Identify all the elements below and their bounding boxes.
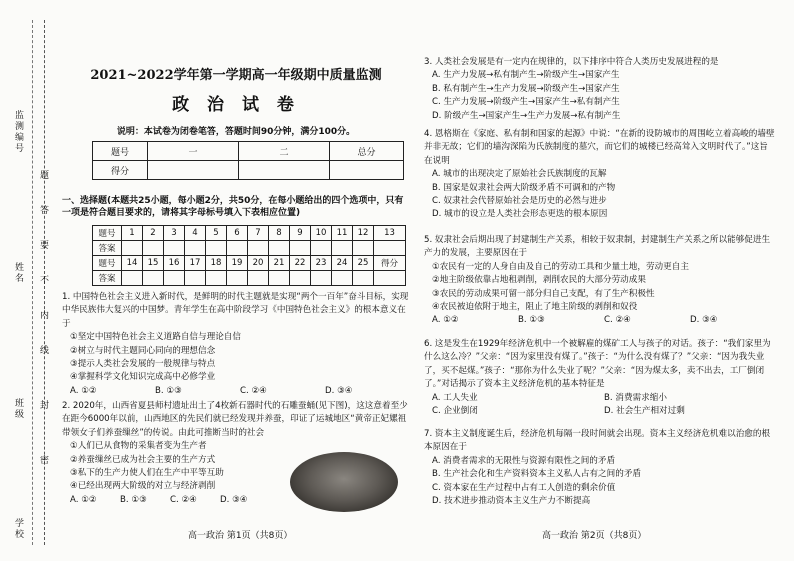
seal-word: 答 — [38, 205, 48, 222]
question-item: ④掌握科学文化知识完成高中必修学业 — [70, 372, 216, 383]
option: D. 城市的设立是人类社会形态更迭的根本原因 — [432, 209, 608, 220]
answer-cell: 5 — [206, 226, 227, 241]
option: C. ②④ — [170, 494, 197, 505]
answer-row-label: 题号 — [93, 226, 122, 241]
answer-row-label: 答案 — [93, 241, 122, 256]
binding-margin — [0, 0, 58, 561]
silkworm-stone-photo — [290, 452, 398, 512]
score-cell: 二 — [239, 142, 330, 161]
question-stem: 5. 奴隶社会后期出现了封建制生产关系，相较于奴隶制，封建制生产关系之所以能够促进生产力的发展，主要原因在于 — [424, 235, 771, 259]
answer-cell — [185, 241, 206, 256]
option: C. 生产力发展→阶级产生→国家产生→私有制产生 — [432, 97, 620, 108]
seal-word: 密 — [38, 455, 48, 472]
option: C. ②④ — [240, 385, 267, 396]
answer-cell — [164, 241, 185, 256]
answer-cell — [290, 241, 311, 256]
option: C. ②④ — [604, 315, 631, 326]
answer-cell: 13 — [374, 226, 406, 241]
binding-field-id: 监测编号 — [13, 110, 23, 154]
option: C. 奴隶社会代替原始社会是历史的必然与进步 — [432, 196, 607, 207]
question-item: ②树立与时代主题同心同向的理想信念 — [70, 345, 216, 356]
question-options — [424, 392, 776, 405]
answer-cell: 6 — [227, 226, 248, 241]
question-item: ③提示人类社会发展的一般规律与特点 — [70, 359, 216, 370]
question-item: ④已经出现两大阶级的对立与经济剥削 — [70, 481, 216, 492]
answer-cell: 8 — [269, 226, 290, 241]
answer-cell — [311, 241, 332, 256]
option: D. 技术进步推动资本主义生产力不断提高 — [432, 496, 591, 507]
option: B. 私有制产生→生产力发展→阶级产生→国家产生 — [432, 83, 620, 94]
question-stem: 3. 人类社会发展是有一定内在规律的，以下排序中符合人类历史发展进程的是 — [424, 57, 719, 67]
answer-cell: 12 — [353, 226, 374, 241]
option: B. ①③ — [518, 315, 545, 326]
seal-word: 封 — [38, 400, 48, 417]
score-cell: 一 — [148, 142, 239, 161]
answer-cell: 1 — [122, 226, 143, 241]
question-item: ①坚定中国特色社会主义道路自信与理论自信 — [70, 332, 241, 343]
binding-field-school: 学校 — [13, 518, 23, 540]
option: B. 消费需求缩小 — [604, 392, 667, 403]
answer-cell — [248, 241, 269, 256]
answer-cell — [164, 271, 185, 286]
answer-cell — [332, 271, 353, 286]
score-table — [92, 141, 404, 180]
answer-cell — [353, 271, 374, 286]
option: A. 工人失业 — [432, 392, 478, 403]
question-stem: 2. 2020年，山西省夏县师村遗址出土了4枚新石器时代的石雕蚕蛹(见下图)，这这意着至少在距今6000年以前，山西地区的先民们就已经发现并养蚕，印证了运城地区“黄帝正妃嫘祖带领女子们养蚕缫丝”的传说。由此可推断当时的社会 — [62, 401, 408, 438]
seal-line-inner — [32, 20, 33, 545]
answer-cell — [269, 241, 290, 256]
score-cell: 题号 — [93, 142, 148, 161]
option: A. 生产力发展→私有制产生→阶级产生→国家产生 — [432, 70, 620, 81]
option: D. ③④ — [690, 315, 718, 326]
answer-cell — [248, 271, 269, 286]
question-7 — [424, 428, 776, 508]
question-item: ②地主阶级依靠占地租剥削，剥削农民的大部分劳动成果 — [432, 275, 646, 286]
answer-cell — [227, 271, 248, 286]
right-page — [424, 0, 776, 561]
answer-cell: 20 — [248, 256, 269, 271]
answer-cell: 得分 — [374, 256, 406, 271]
question-6 — [424, 338, 776, 418]
seal-word: 要 — [38, 240, 48, 257]
answer-cell — [353, 241, 374, 256]
binding-field-class: 班级 — [13, 398, 23, 420]
answer-cell: 24 — [332, 256, 353, 271]
answer-cell: 18 — [206, 256, 227, 271]
answer-row-label: 答案 — [93, 271, 122, 286]
answer-cell — [374, 241, 406, 256]
answer-cell — [122, 241, 143, 256]
question-item: ③私下的生产力使人们在生产中平等互助 — [70, 468, 224, 479]
option: C. 企业倒闭 — [432, 406, 478, 417]
answer-cell — [332, 241, 353, 256]
answer-cell: 4 — [185, 226, 206, 241]
option: A. 城市的出现决定了原始社会氏族制度的瓦解 — [432, 169, 607, 180]
option: A. ①② — [70, 494, 97, 505]
subject-title: 政 治 试 卷 — [172, 95, 300, 115]
answer-table — [92, 225, 406, 286]
score-input-cell — [330, 161, 404, 180]
seal-word: 不 — [38, 275, 48, 292]
answer-cell — [290, 271, 311, 286]
question-options — [62, 494, 270, 507]
answer-cell — [269, 271, 290, 286]
answer-cell: 16 — [164, 256, 185, 271]
answer-cell: 10 — [311, 226, 332, 241]
exam-title: 2021~2022学年第一学期高一年级期中质量监测 — [90, 68, 382, 83]
question-item: ②养蚕缫丝已成为社会主要的生产方式 — [70, 454, 216, 465]
answer-cell — [227, 241, 248, 256]
question-item: ①人们已从食物的采集者变为生产者 — [70, 441, 207, 452]
option: A. 消费者需求的无限性与资源有限性之间的矛盾 — [432, 455, 616, 466]
option: D. ③④ — [220, 494, 248, 505]
seal-word: 内 — [38, 310, 48, 327]
answer-cell: 21 — [269, 256, 290, 271]
score-cell: 总分 — [330, 142, 404, 161]
answer-cell: 3 — [164, 226, 185, 241]
option: D. ③④ — [325, 385, 353, 396]
answer-cell — [185, 271, 206, 286]
question-stem: 6. 这是发生在1929年经济危机中一个被解雇的煤矿工人与孩子的对话。孩子：“我们家里为什么这么冷？”父亲：“因为家里没有煤了。”孩子：“为什么没有煤了？”父亲：“因为我失业了，买不起煤。”孩子：“那你为什么失业了呢？”父亲：“因为煤太多，卖不出去，工厂倒闭了。”对话揭示了资本主义经济危机的基本特征是 — [424, 339, 771, 390]
option: B. ①③ — [120, 494, 147, 505]
page-footer: 高一政治 第2页（共8页） — [542, 531, 647, 541]
answer-cell: 19 — [227, 256, 248, 271]
option: D. 阶级产生→国家产生→生产力发展→私有制产生 — [432, 110, 621, 121]
seal-word: 线 — [38, 345, 48, 362]
answer-cell: 17 — [185, 256, 206, 271]
answer-cell: 25 — [353, 256, 374, 271]
score-input-cell — [148, 161, 239, 180]
score-input-cell — [239, 161, 330, 180]
question-item: ③农民的劳动成果可留一部分归自己支配，有了生产积极性 — [432, 288, 655, 299]
score-cell: 得分 — [93, 161, 148, 180]
question-3 — [424, 56, 776, 123]
answer-cell — [122, 271, 143, 286]
question-options — [62, 385, 410, 398]
question-4 — [424, 128, 776, 222]
answer-cell: 14 — [122, 256, 143, 271]
answer-cell: 11 — [332, 226, 353, 241]
option: B. ①③ — [155, 385, 182, 396]
answer-cell: 2 — [143, 226, 164, 241]
question-item: ④农民被迫依附于地主，阻止了地主阶级的剥削和奴役 — [432, 302, 638, 313]
option: A. ①② — [432, 315, 459, 326]
answer-cell: 7 — [248, 226, 269, 241]
answer-cell — [143, 271, 164, 286]
question-stem: 1. 中国特色社会主义进入新时代，是鲜明的时代主题就是实现“两个一百年”奋斗目标，实现中华民族伟大复兴的中国梦。青年学生在高中阶段学习《中国特色社会主义》的根本意义在于 — [62, 292, 409, 329]
question-5 — [424, 234, 776, 328]
question-options — [424, 405, 776, 418]
answer-cell: 23 — [311, 256, 332, 271]
option: A. ①② — [70, 385, 97, 396]
exam-note: 说明：本试卷为闭卷笔答，答题时间90分钟，满分100分。 — [116, 127, 356, 137]
section-title: 一、选择题(本题共25小题，每小题2分，共50分，在每小题给出的四个选项中，只有一项是符合题目要求的，请将其字母标号填入下表相应位置) — [62, 196, 404, 218]
question-stem: 7. 资本主义制度诞生后，经济危机每隔一段时间就会出现。资本主义经济危机难以治愈的根本原因在于 — [424, 429, 771, 453]
answer-cell — [311, 271, 332, 286]
answer-cell — [206, 241, 227, 256]
answer-cell: 22 — [290, 256, 311, 271]
answer-row-label: 题号 — [93, 256, 122, 271]
question-item: ①农民有一定的人身自由及自己的劳动工具和少量土地，劳动更自主 — [432, 261, 689, 272]
answer-cell — [374, 271, 406, 286]
question-stem: 4. 恩格斯在《家庭、私有制和国家的起源》中说：“在新的设防城市的周围屹立着高峻的墙壁并非无故；它们的墙沟深陷为氏族制度的墓穴，而它们的城楼已经高耸入文明时代了。”这旨在说明 — [424, 129, 775, 166]
left-page — [62, 0, 410, 561]
answer-cell: 15 — [143, 256, 164, 271]
page-footer: 高一政治 第1页（共8页） — [188, 531, 293, 541]
option: B. 国家是奴隶社会两大阶级矛盾不可调和的产物 — [432, 182, 616, 193]
question-options — [424, 314, 776, 327]
answer-cell — [143, 241, 164, 256]
binding-field-name: 姓名 — [13, 262, 23, 284]
question-1 — [62, 291, 410, 398]
answer-cell — [206, 271, 227, 286]
seal-word: 题 — [38, 170, 48, 187]
option: B. 生产社会化和生产资料资本主义私人占有之间的矛盾 — [432, 469, 642, 480]
answer-cell: 9 — [290, 226, 311, 241]
option: C. 资本家在生产过程中占有工人创造的剩余价值 — [432, 482, 616, 493]
option: D. 社会生产相对过剩 — [604, 406, 685, 417]
